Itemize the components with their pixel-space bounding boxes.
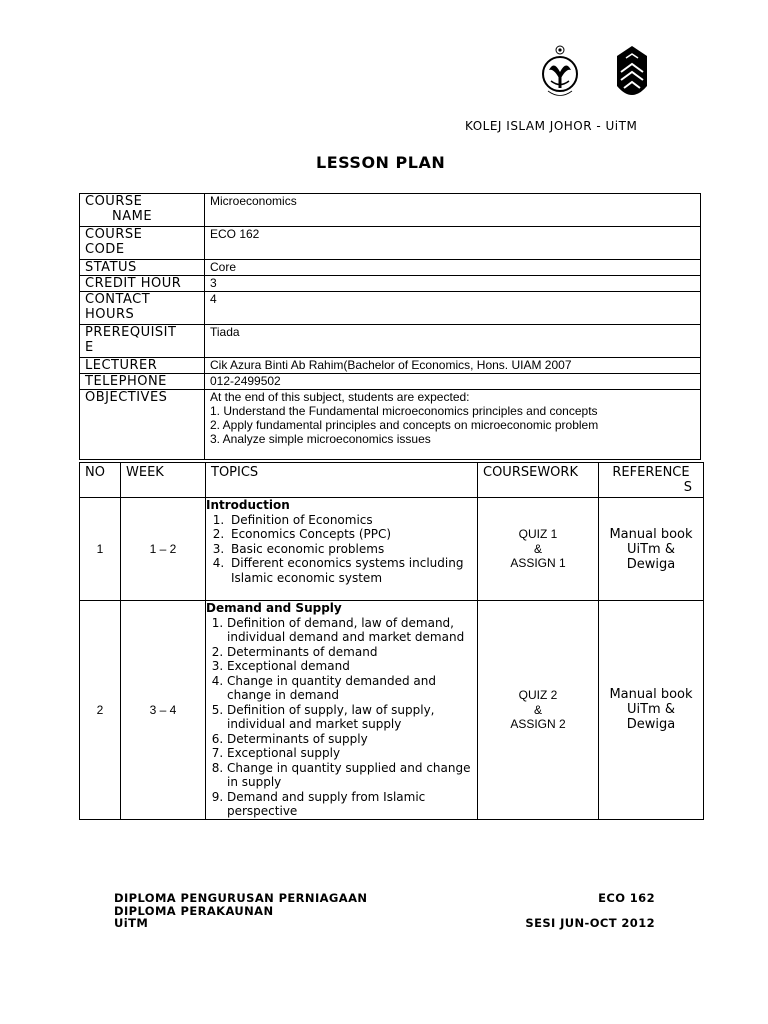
contact-hours-label: CONTACT HOURS (80, 292, 205, 325)
topic-title: Demand and Supply (206, 601, 342, 615)
list-item: 9. Demand and supply from Islamic perspective (227, 790, 477, 819)
list-item: 7. Exceptional supply (227, 746, 477, 761)
row-course-name (80, 194, 701, 227)
row-coursework: QUIZ 2 & ASSIGN 2 (478, 601, 599, 820)
row-references: Manual book UiTm & Dewiga (599, 498, 704, 601)
objective-item: 2. Apply fundamental principles and concepts on microeconomic problem (210, 418, 599, 432)
list-item: 2. Determinants of demand (227, 645, 477, 660)
status-value: Core (205, 260, 701, 276)
list-item: 1. Definition of demand, law of demand, individual demand and market demand (227, 616, 477, 645)
course-code-value: ECO 162 (205, 227, 701, 260)
course-name-value: Microeconomics (205, 194, 701, 227)
page-title: LESSON PLAN (316, 153, 446, 172)
header-references: REFERENCE S (599, 463, 704, 498)
objectives-label: OBJECTIVES (80, 390, 205, 460)
row-course-code (80, 227, 701, 260)
logos (540, 42, 660, 112)
list-item: 1. Definition of Economics (228, 513, 477, 528)
footer-program-2: DIPLOMA PERAKAUNAN (114, 903, 274, 918)
footer-course-code: ECO 162 (598, 891, 655, 905)
list-item: 4. Different economics systems including Islamic economic system (228, 556, 477, 585)
list-item: 4. Change in quantity demanded and change in demand (227, 674, 477, 703)
topics-table (79, 462, 704, 820)
row-topics (206, 498, 478, 601)
row-week: 3 – 4 (121, 601, 206, 820)
objectives-intro: At the end of this subject, students are expected: (210, 390, 470, 404)
lecturer-value: Cik Azura Binti Ab Rahim(Bachelor of Economics, Hons. UIAM 2007 (205, 358, 701, 374)
list-item: 3. Exceptional demand (227, 659, 477, 674)
objective-item: 1. Understand the Fundamental microeconomics principles and concepts (210, 404, 598, 418)
list-item: 2. Economics Concepts (PPC) (228, 527, 477, 542)
list-item: 6. Determinants of supply (227, 732, 477, 747)
table-row (80, 601, 704, 820)
footer-session: SESI JUN-OCT 2012 (525, 916, 655, 930)
course-name-label: COURSE NAME (80, 194, 205, 227)
row-objectives (80, 390, 701, 460)
course-code-label: COURSE CODE (80, 227, 205, 260)
row-credit-hour (80, 276, 701, 292)
contact-hours-value: 4 (205, 292, 701, 325)
list-item: 8. Change in quantity supplied and change in supply (227, 761, 477, 790)
footer-right (525, 892, 655, 930)
header-no: NO (80, 463, 121, 498)
prerequisite-label: PREREQUISIT E (80, 325, 205, 358)
row-coursework: QUIZ 1 & ASSIGN 1 (478, 498, 599, 601)
objectives-value (205, 390, 701, 460)
footer-institution: UiTM (114, 916, 149, 930)
topic-list (206, 513, 477, 586)
telephone-value: 012-2499502 (205, 374, 701, 390)
row-contact-hours (80, 292, 701, 325)
row-references: Manual book UiTm & Dewiga (599, 601, 704, 820)
prerequisite-value: Tiada (205, 325, 701, 358)
credit-hour-value: 3 (205, 276, 701, 292)
course-info-table (79, 193, 701, 460)
topic-list (206, 616, 477, 819)
objective-item: 3. Analyze simple microeconomics issues (210, 432, 431, 446)
telephone-label: TELEPHONE (80, 374, 205, 390)
topics-header-row (80, 463, 704, 498)
college-name: KOLEJ ISLAM JOHOR - UiTM (465, 119, 638, 133)
row-status (80, 260, 701, 276)
table-row (80, 498, 704, 601)
lecturer-label: LECTURER (80, 358, 205, 374)
credit-hour-label: CREDIT HOUR (80, 276, 205, 292)
list-item: 3. Basic economic problems (228, 542, 477, 557)
header-week: WEEK (121, 463, 206, 498)
footer-program-1: DIPLOMA PENGURUSAN PERNIAGAAN (114, 891, 368, 905)
row-topics (206, 601, 478, 820)
status-label: STATUS (80, 260, 205, 276)
row-no: 2 (80, 601, 121, 820)
row-telephone (80, 374, 701, 390)
row-week: 1 – 2 (121, 498, 206, 601)
row-prerequisite (80, 325, 701, 358)
row-no: 1 (80, 498, 121, 601)
list-item: 5. Definition of supply, law of supply, individual and market supply (227, 703, 477, 732)
row-lecturer (80, 358, 701, 374)
header-topics: TOPICS (206, 463, 478, 498)
footer-left (114, 892, 367, 930)
header-coursework: COURSEWORK (478, 463, 599, 498)
topic-title: Introduction (206, 498, 290, 512)
logo-uitm-icon (540, 42, 660, 112)
